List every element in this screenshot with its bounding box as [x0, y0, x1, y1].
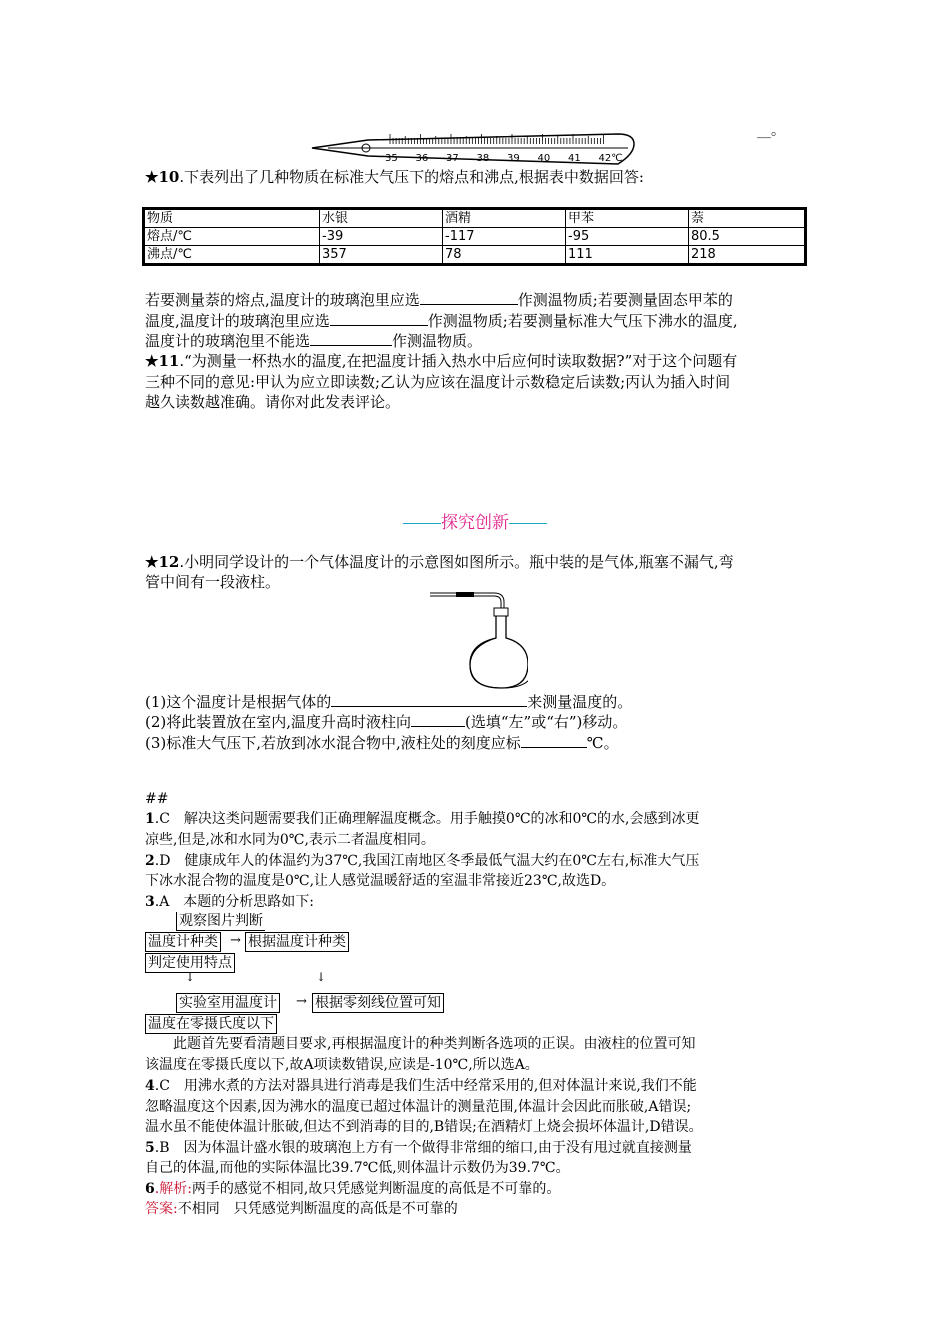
q12-sub-2: (2)将此装置放在室内,温度升高时液柱向 (选填“左”或“右”)移动。: [145, 713, 628, 731]
answer-blank[interactable]: [310, 330, 392, 346]
q11-line-3: 越久读数越准确。请你对此发表评论。: [145, 393, 401, 411]
answers-heading: ##: [145, 791, 169, 807]
gas-thermometer-flask-figure: [428, 588, 528, 690]
table-header-row: 物质 水银 酒精 甲苯 萘: [144, 209, 806, 228]
section-title: 探究创新: [395, 508, 555, 533]
arrow-right-icon: →: [296, 994, 307, 1009]
flow-box-below-zero: 温度在零摄氏度以下: [145, 1014, 277, 1034]
q10-line-2: 温度,温度计的玻璃泡里应选 作测温物质;若要测量标准大气压下沸水的温度,: [145, 312, 738, 330]
thermometer-tick-label: 40: [537, 153, 551, 164]
flow-box-usage: 判定使用特点: [145, 953, 235, 973]
table-row: 沸点/℃ 357 78 111 218: [144, 246, 806, 265]
answer-blank[interactable]: [411, 711, 465, 727]
answer-2: 2.D 健康成年人的体温约为37℃,我国江南地区冬季最低气温大约在0℃左右,标准大气压: [145, 853, 700, 869]
q12-line-2: 管中间有一段液柱。: [145, 573, 281, 591]
thermometer-tick-label: 41: [568, 153, 581, 164]
answer-6: 6.解析:两手的感觉不相同,故只凭感觉判断温度的高低是不可靠的。: [145, 1181, 561, 1197]
flow-box-type: 温度计种类: [145, 932, 221, 952]
answer-4: 4.C 用沸水煮的方法对器具进行消毒是我们生活中经常采用的,但对体温计来说,我们不能: [145, 1078, 697, 1094]
q10-line-3: 温度计的玻璃泡里不能选 作测温物质。: [145, 332, 483, 350]
clinical-thermometer-figure: [308, 130, 638, 168]
answer-4-line-3: 温水虽不能使体温计胀破,但达不到消毒的目的,B错误;在酒精灯上烧会损坏体温计,D错误。: [145, 1119, 703, 1135]
q12-sub-1: (1)这个温度计是根据气体的 来测量温度的。: [145, 693, 633, 711]
table-row: 熔点/℃ -39 -117 -95 80.5: [144, 228, 806, 246]
answer-2-line-2: 下冰水混合物的温度是0℃,让人感觉温暖舒适的室温非常接近23℃,故选D。: [145, 873, 616, 889]
answer-blank[interactable]: [331, 691, 527, 707]
answer-3-line-3: 该温度在零摄氏度以下,故A项读数错误,应读是-10℃,所以选A。: [145, 1057, 539, 1073]
flow-box-zero-line: 根据零刻线位置可知: [312, 993, 444, 1013]
thermometer-tick-label: 37: [446, 153, 459, 164]
q10-line-1: 若要测量萘的熔点,温度计的玻璃泡里应选 作测温物质;若要测量固态甲苯的: [145, 291, 733, 309]
arrow-down-icon: ↓: [185, 970, 196, 984]
question-10: ★10.下表列出了几种物质在标准大气压下的熔点和沸点,根据表中数据回答:: [145, 168, 644, 186]
flow-box-by-type: 根据温度计种类: [245, 932, 349, 952]
answer-6-final: 答案:不相同 只凭感觉判断温度的高低是不可靠的: [145, 1201, 458, 1217]
answer-blank[interactable]: [330, 310, 428, 326]
answer-1: 1.C 解决这类问题需要我们正确理解温度概念。用手触摸0℃的冰和0℃的水,会感到冰更: [145, 811, 700, 827]
answer-blank[interactable]: [420, 289, 518, 305]
question-11: ★11.“为测量一杯热水的温度,在把温度计插入热水中后应何时读取数据?”对于这个问题有: [145, 352, 738, 370]
q12-sub-3: (3)标准大气压下,若放到冰水混合物中,液柱处的刻度应标 ℃。: [145, 734, 619, 752]
answer-3-line-2: 此题首先要看清题目要求,再根据温度计的种类判断各选项的正误。由液柱的位置可知: [145, 1036, 696, 1052]
thermometer-tick-label: 42℃: [598, 153, 623, 164]
flow-box-observe: 观察图片判断: [176, 912, 265, 931]
thermometer-tick-label: 36: [415, 153, 429, 164]
thermometer-tick-label: 39: [507, 153, 520, 164]
answer-blank-mark: __。: [757, 123, 785, 139]
flow-box-lab-thermometer: 实验室用温度计: [176, 993, 280, 1013]
q11-line-2: 三种不同的意见:甲认为应立即读数;乙认为应该在温度计示数稳定后读数;丙认为插入时间: [145, 373, 731, 391]
answer-blank[interactable]: [521, 732, 587, 748]
answer-1-line-2: 凉些,但是,冰和水同为0℃,表示二者温度相同。: [145, 832, 435, 848]
answer-5-line-2: 自己的体温,而他的实际体温比39.7℃低,则体温计示数仍为39.7℃。: [145, 1160, 570, 1176]
question-12: ★12.小明同学设计的一个气体温度计的示意图如图所示。瓶中装的是气体,瓶塞不漏气,弯: [145, 553, 734, 571]
thermometer-tick-label: 38: [476, 153, 490, 164]
answer-5: 5.B 因为体温计盛水银的玻璃泡上方有一个做得非常细的缩口,由于没有甩过就直接测量: [145, 1140, 692, 1156]
arrow-down-icon: ↓: [316, 970, 327, 984]
thermometer-tick-label: 35: [385, 153, 398, 164]
substance-properties-table: [142, 207, 807, 266]
answer-3: 3.A 本题的分析思路如下:: [145, 894, 315, 910]
answer-4-line-2: 忽略温度这个因素,因为沸水的温度已超过体温计的测量范围,体温计会因此而胀破,A错误;: [145, 1099, 692, 1115]
arrow-right-icon: →: [230, 933, 241, 948]
